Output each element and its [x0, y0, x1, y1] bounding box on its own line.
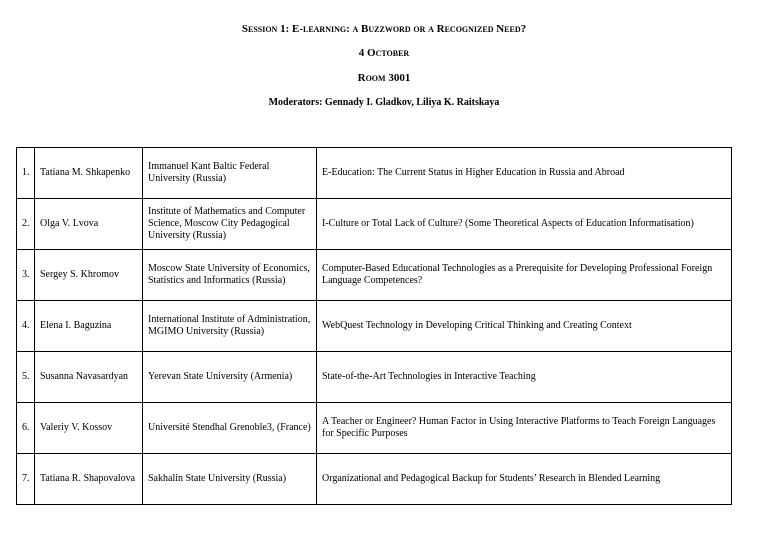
- speaker-name: Valeriy V. Kossov: [35, 403, 143, 454]
- table-row: [17, 454, 732, 505]
- speaker-affiliation: International Institute of Administration, MGIMO University (Russia): [143, 301, 317, 352]
- talk-title: A Teacher or Engineer? Human Factor in Using Interactive Platforms to Teach Foreign Languages for Specific Purposes: [317, 403, 732, 454]
- speaker-name: Susanna Navasardyan: [35, 352, 143, 403]
- table-row: [17, 301, 732, 352]
- speaker-affiliation: Moscow State University of Economics, Statistics and Informatics (Russia): [143, 250, 317, 301]
- talk-number: 5.: [17, 352, 35, 403]
- session-room: Room 3001: [357, 72, 411, 84]
- speaker-name: Tatiana R. Shapovalova: [35, 454, 143, 505]
- talk-number: 1.: [17, 148, 35, 199]
- talk-number: 2.: [17, 199, 35, 250]
- table-row: [17, 199, 732, 250]
- talk-title: WebQuest Technology in Developing Critical Thinking and Creating Context: [317, 301, 732, 352]
- table-row: [17, 148, 732, 199]
- talk-title: Computer-Based Educational Technologies as a Prerequisite for Developing Professional Foreign Language Competences?: [317, 250, 732, 301]
- talk-number: 3.: [17, 250, 35, 301]
- speaker-affiliation: Université Stendhal Grenoble3, (France): [143, 403, 317, 454]
- speaker-affiliation: Yerevan State University (Armenia): [143, 352, 317, 403]
- program-table-body: [17, 148, 732, 505]
- talk-title: I-Culture or Total Lack of Culture? (Some Theoretical Aspects of Education Informatisation): [317, 199, 732, 250]
- table-row: [17, 403, 732, 454]
- speaker-name: Tatiana M. Shkapenko: [35, 148, 143, 199]
- speaker-name: Sergey S. Khromov: [35, 250, 143, 301]
- table-row: [17, 352, 732, 403]
- talk-number: 7.: [17, 454, 35, 505]
- talk-title: E-Education: The Current Status in Higher Education in Russia and Abroad: [317, 148, 732, 199]
- talk-title: Organizational and Pedagogical Backup for Students’ Research in Blended Learning: [317, 454, 732, 505]
- talk-number: 6.: [17, 403, 35, 454]
- speaker-name: Elena I. Baguzina: [35, 301, 143, 352]
- session-moderators: Moderators: Gennady I. Gladkov, Liliya K. Raitskaya: [268, 97, 500, 108]
- talk-number: 4.: [17, 301, 35, 352]
- session-date: 4 October: [358, 47, 410, 59]
- speaker-affiliation: Immanuel Kant Baltic Federal University (Russia): [143, 148, 317, 199]
- table-row: [17, 250, 732, 301]
- speaker-affiliation: Sakhalin State University (Russia): [143, 454, 317, 505]
- speaker-affiliation: Institute of Mathematics and Computer Science, Moscow City Pedagogical University (Russia): [143, 199, 317, 250]
- program-table: [16, 147, 732, 505]
- talk-title: State-of-the-Art Technologies in Interactive Teaching: [317, 352, 732, 403]
- session-title: Session 1: E-learning: a Buzzword or a Recognized Need?: [241, 23, 527, 35]
- speaker-name: Olga V. Lvova: [35, 199, 143, 250]
